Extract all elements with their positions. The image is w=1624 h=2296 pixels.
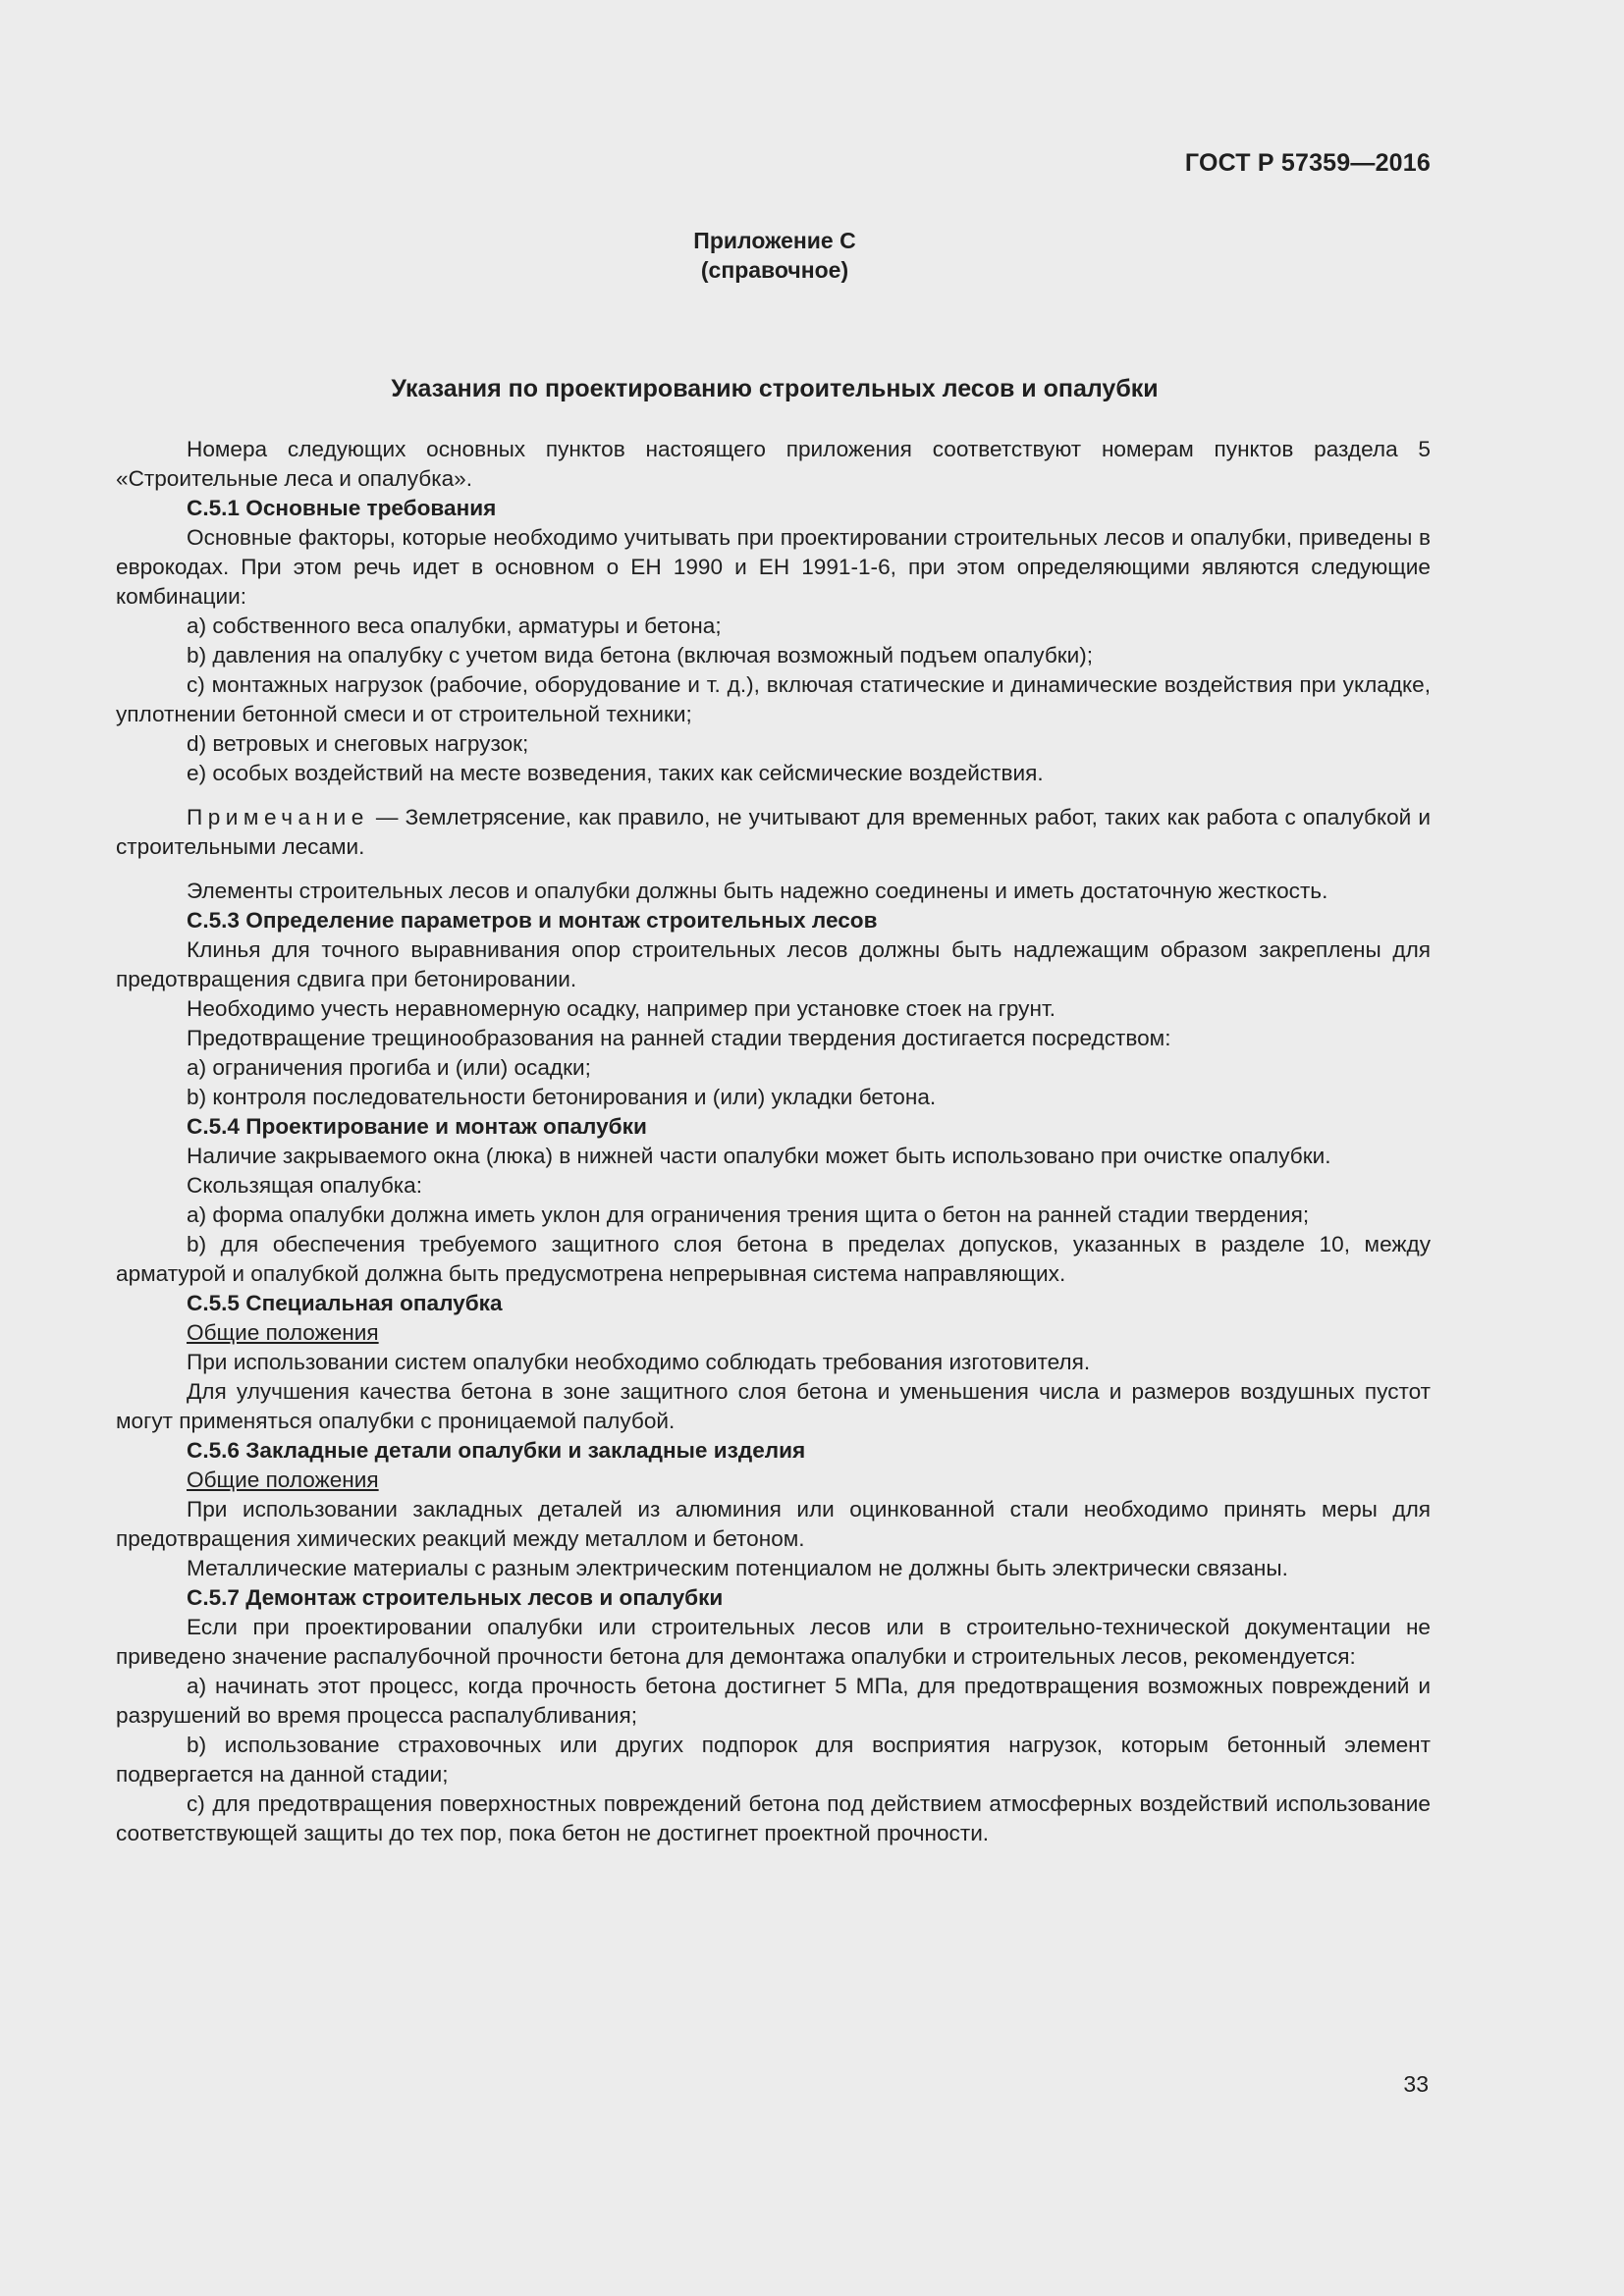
list-item: a) ограничения прогиба и (или) осадки; (187, 1055, 591, 1080)
paragraph: Металлические материалы с разным электрическим потенциалом не должны быть электрически связаны. (187, 1556, 1288, 1580)
section-heading-c51: С.5.1 Основные требования (187, 496, 497, 520)
subheading-general (116, 1318, 1431, 1348)
paragraph: Наличие закрываемого окна (люка) в нижней части опалубки может быть использовано при очистке опалубки. (187, 1144, 1331, 1168)
document-title: Указания по проектированию строительных лесов и опалубки (391, 375, 1159, 402)
paragraph: Предотвращение трещинообразования на ранней стадии твердения достигается посредством: (187, 1026, 1171, 1050)
list-item: b) давления на опалубку с учетом вида бетона (включая возможный подъем опалубки); (187, 643, 1094, 667)
note-text: — Землетрясение, как правило, не учитывают для временных работ, таких как работа с опалубкой и строительными лесами. (116, 805, 1432, 859)
document-body (116, 435, 1431, 1848)
subheading-text: Общие положения (187, 1468, 379, 1492)
list-item: a) собственного веса опалубки, арматуры и бетона; (187, 614, 722, 638)
paragraph: Элементы строительных лесов и опалубки должны быть надежно соединены и иметь достаточную жесткость. (187, 879, 1328, 903)
list-item: c) для предотвращения поверхностных повреждений бетона под действием атмосферных воздействий использование соответствующей защиты до тех пор, пока бетон не достигнет проектной прочности. (116, 1791, 1431, 1845)
section-heading-c54: С.5.4 Проектирование и монтаж опалубки (187, 1114, 647, 1139)
list-item: b) для обеспечения требуемого защитного слоя бетона в пределах допусков, указанных в разделе 10, между арматурой и опалубкой должна быть предусмотрена непрерывная система направляющих. (116, 1232, 1431, 1286)
section-heading-c53: С.5.3 Определение параметров и монтаж строительных лесов (187, 908, 878, 933)
annex-type: (справочное) (700, 257, 849, 283)
paragraph: Клинья для точного выравнивания опор строительных лесов должны быть надлежащим образом закреплены для предотвращения сдвига при бетонировании. (116, 937, 1431, 991)
list-item: e) особых воздействий на месте возведения, таких как сейсмические воздействия. (187, 761, 1044, 785)
section-heading-c57: С.5.7 Демонтаж строительных лесов и опалубки (187, 1585, 724, 1610)
section-heading-c55: С.5.5 Специальная опалубка (187, 1291, 503, 1315)
annex-heading (0, 226, 1549, 285)
section-heading-c56: С.5.6 Закладные детали опалубки и закладные изделия (187, 1438, 806, 1463)
paragraph: При использовании закладных деталей из алюминия или оцинкованной стали необходимо принять меры для предотвращения химических реакций между металлом и бетоном. (116, 1497, 1431, 1551)
paragraph: Основные факторы, которые необходимо учитывать при проектировании строительных лесов и опалубки, приведены в еврокодах. При этом речь идет в основном о ЕН 1990 и ЕН 1991-1-6, при этом определяющими являются следующие комбинации: (116, 525, 1431, 609)
paragraph: При использовании систем опалубки необходимо соблюдать требования изготовителя. (187, 1350, 1091, 1374)
subheading-general (116, 1466, 1431, 1495)
paragraph: Номера следующих основных пунктов настоящего приложения соответствуют номерам пунктов раздела 5 «Строительные леса и опалубка». (116, 437, 1431, 491)
paragraph: Для улучшения качества бетона в зоне защитного слоя бетона и уменьшения числа и размеров воздушных пустот могут применяться опалубки с проницаемой палубой. (116, 1379, 1431, 1433)
list-item: a) начинать этот процесс, когда прочность бетона достигнет 5 МПа, для предотвращения возможных повреждений и разрушений во время процесса распалубливания; (116, 1674, 1431, 1728)
paragraph: Если при проектировании опалубки или строительных лесов или в строительно-технической документации не приведено значение распалубочной прочности бетона для демонтажа опалубки и строительных лесов, рекомендуется: (116, 1615, 1431, 1669)
list-item: d) ветровых и снеговых нагрузок; (187, 731, 529, 756)
list-item: a) форма опалубки должна иметь уклон для ограничения трения щита о бетон на ранней стадии твердения; (187, 1202, 1310, 1227)
list-item: c) монтажных нагрузок (рабочие, оборудование и т. д.), включая статические и динамические воздействия при укладке, уплотнении бетонной смеси и от строительной техники; (116, 672, 1431, 726)
list-item: b) использование страховочных или других подпорок для восприятия нагрузок, которым бетонный элемент подвергается на данной стадии; (116, 1733, 1431, 1787)
list-item: b) контроля последовательности бетонирования и (или) укладки бетона. (187, 1085, 937, 1109)
note (116, 803, 1431, 862)
page-number: 33 (1403, 2071, 1429, 2097)
document-code: ГОСТ Р 57359—2016 (1184, 149, 1431, 177)
paragraph: Необходимо учесть неравномерную осадку, например при установке стоек на грунт. (187, 996, 1056, 1021)
paragraph: Скользящая опалубка: (187, 1173, 423, 1198)
subheading-text: Общие положения (187, 1320, 379, 1345)
note-label: Примечание (187, 805, 369, 829)
annex-label: Приложение С (693, 228, 856, 253)
